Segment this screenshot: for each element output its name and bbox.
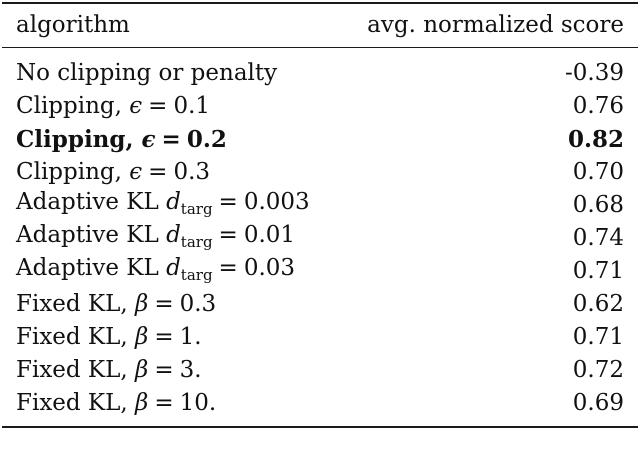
algorithm-cell [16,123,227,156]
table-row [16,90,624,123]
hyperparameter-expression [135,324,202,350]
algorithm-name: No clipping or penalty [16,60,278,86]
hyperparameter-value: 0.3 [179,291,217,317]
algorithm-name: Adaptive KL [16,188,167,215]
algorithm-cell [16,387,216,420]
algorithm-name: Adaptive KL [16,254,167,281]
header-rule [2,47,638,48]
score-cell: 0.68 [572,192,624,218]
table-row [16,354,624,387]
score-cell: 0.69 [572,390,624,416]
table-row [16,156,624,189]
hyperparameter-expression [142,126,227,153]
algorithm-cell [16,156,210,189]
score-cell: 0.76 [572,93,624,119]
hyperparameter-value: 3. [179,357,202,383]
algorithm-name: Clipping, [16,126,142,153]
hyperparameter-subscript: targ [180,232,213,251]
hyperparameter-value: 0.3 [173,159,211,185]
table-row [16,57,624,90]
hyperparameter-value: 0.03 [243,254,296,281]
score-cell: 0.82 [567,126,624,153]
score-cell: -0.39 [565,60,624,86]
score-cell: 0.70 [572,159,624,185]
table-header [16,9,624,42]
hyperparameter-expression [166,221,296,251]
table-row [16,189,624,222]
algorithm-name: Fixed KL, [16,357,136,383]
hyperparameter-symbol: d [166,254,181,281]
table-row [16,321,624,354]
hyperparameter-value: 0.2 [186,126,227,153]
algorithm-cell [16,57,277,90]
algorithm-name: Clipping, [16,159,130,185]
algorithm-name: Fixed KL, [16,390,136,416]
algorithm-cell [16,90,210,123]
equals-sign: = [154,357,174,383]
score-cell: 0.62 [572,291,624,317]
score-cell: 0.71 [572,258,624,284]
algorithm-name: Fixed KL, [16,324,136,350]
header-algorithm: algorithm [16,12,130,38]
hyperparameter-subscript: targ [180,265,213,284]
score-cell: 0.72 [572,357,624,383]
hyperparameter-symbol: β [135,291,149,317]
equals-sign: = [154,324,174,350]
equals-sign: = [218,221,238,248]
equals-sign: = [161,126,181,153]
algorithm-name: Adaptive KL [16,221,167,248]
hyperparameter-value: 0.01 [243,221,296,248]
algorithm-cell [16,321,202,354]
hyperparameter-symbol: ϵ [129,159,143,185]
table-row [16,288,624,321]
equals-sign: = [218,188,238,215]
hyperparameter-expression [135,390,216,416]
hyperparameter-symbol: β [135,390,149,416]
table-row [16,222,624,255]
algorithm-cell [16,252,295,292]
bottom-rule [2,426,638,428]
hyperparameter-symbol: β [135,324,149,350]
hyperparameter-value: 1. [179,324,202,350]
hyperparameter-expression [166,254,296,284]
equals-sign: = [154,390,174,416]
equals-sign: = [218,254,238,281]
hyperparameter-expression [135,291,216,317]
header-score: avg. normalized score [367,12,624,38]
hyperparameter-value: 10. [179,390,217,416]
hyperparameter-subscript: targ [180,199,213,218]
hyperparameter-value: 0.003 [243,188,310,215]
hyperparameter-expression [129,93,210,119]
top-rule [2,2,638,4]
algorithm-name: Clipping, [16,93,130,119]
equals-sign: = [148,93,168,119]
algorithm-name: Fixed KL, [16,291,136,317]
equals-sign: = [154,291,174,317]
hyperparameter-symbol: d [166,188,181,215]
equals-sign: = [148,159,168,185]
hyperparameter-expression [166,188,310,218]
hyperparameter-value: 0.1 [173,93,211,119]
algorithm-cell [16,354,202,387]
table-row [16,123,624,156]
table-row [16,387,624,420]
hyperparameter-symbol: ϵ [141,126,156,153]
hyperparameter-expression [135,357,202,383]
hyperparameter-symbol: d [166,221,181,248]
score-cell: 0.74 [572,225,624,251]
hyperparameter-expression [129,159,210,185]
table-row [16,255,624,288]
caption-cutoff [60,440,640,462]
algorithm-cell [16,288,216,321]
score-cell: 0.71 [572,324,624,350]
hyperparameter-symbol: β [135,357,149,383]
hyperparameter-symbol: ϵ [129,93,143,119]
